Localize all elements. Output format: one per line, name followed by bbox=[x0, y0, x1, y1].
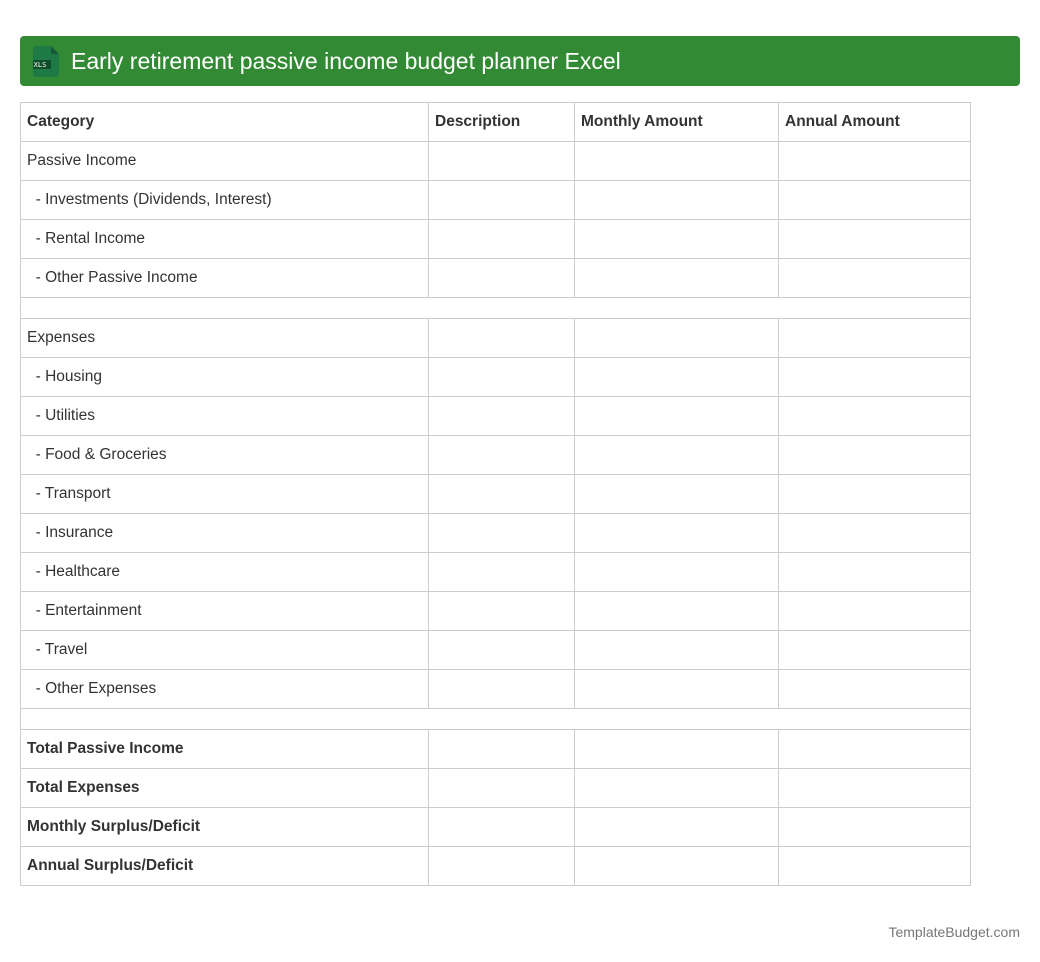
table-row bbox=[21, 259, 971, 298]
table-row bbox=[21, 553, 971, 592]
annual-amount-cell[interactable] bbox=[779, 592, 971, 631]
annual-amount-cell[interactable] bbox=[779, 808, 971, 847]
category-cell: - Rental Income bbox=[21, 220, 429, 259]
table-row bbox=[21, 730, 971, 769]
footer-brand: TemplateBudget.com bbox=[888, 924, 1020, 940]
description-cell[interactable] bbox=[429, 808, 575, 847]
table-row bbox=[21, 181, 971, 220]
page-title: Early retirement passive income budget planner Excel bbox=[71, 48, 621, 74]
monthly-amount-cell[interactable] bbox=[575, 181, 779, 220]
monthly-amount-cell[interactable] bbox=[575, 436, 779, 475]
table-row bbox=[21, 808, 971, 847]
monthly-amount-cell[interactable] bbox=[575, 592, 779, 631]
column-header-monthly-amount: Monthly Amount bbox=[575, 103, 779, 142]
description-cell[interactable] bbox=[429, 259, 575, 298]
description-cell[interactable] bbox=[429, 592, 575, 631]
monthly-amount-cell[interactable] bbox=[575, 259, 779, 298]
description-cell[interactable] bbox=[429, 358, 575, 397]
column-header-category: Category bbox=[21, 103, 429, 142]
annual-amount-cell[interactable] bbox=[779, 436, 971, 475]
description-cell[interactable] bbox=[429, 475, 575, 514]
table-row bbox=[21, 631, 971, 670]
table-row bbox=[21, 514, 971, 553]
annual-amount-cell[interactable] bbox=[779, 514, 971, 553]
description-cell[interactable] bbox=[429, 220, 575, 259]
table-row bbox=[21, 847, 971, 886]
monthly-amount-cell[interactable] bbox=[575, 730, 779, 769]
category-cell: - Travel bbox=[21, 631, 429, 670]
table-row bbox=[21, 592, 971, 631]
category-cell: Annual Surplus/Deficit bbox=[21, 847, 429, 886]
category-cell: Passive Income bbox=[21, 142, 429, 181]
annual-amount-cell[interactable] bbox=[779, 319, 971, 358]
annual-amount-cell[interactable] bbox=[779, 631, 971, 670]
table-row bbox=[21, 670, 971, 709]
description-cell[interactable] bbox=[429, 181, 575, 220]
budget-table bbox=[20, 102, 971, 886]
category-cell: Monthly Surplus/Deficit bbox=[21, 808, 429, 847]
category-cell: - Investments (Dividends, Interest) bbox=[21, 181, 429, 220]
annual-amount-cell[interactable] bbox=[779, 259, 971, 298]
xls-file-icon bbox=[33, 46, 59, 77]
category-cell: - Housing bbox=[21, 358, 429, 397]
table-row bbox=[21, 475, 971, 514]
category-cell: - Transport bbox=[21, 475, 429, 514]
monthly-amount-cell[interactable] bbox=[575, 670, 779, 709]
annual-amount-cell[interactable] bbox=[779, 358, 971, 397]
table-header-row bbox=[21, 103, 971, 142]
description-cell[interactable] bbox=[429, 397, 575, 436]
table-row bbox=[21, 397, 971, 436]
category-cell: - Utilities bbox=[21, 397, 429, 436]
annual-amount-cell[interactable] bbox=[779, 670, 971, 709]
description-cell[interactable] bbox=[429, 514, 575, 553]
category-cell: - Entertainment bbox=[21, 592, 429, 631]
monthly-amount-cell[interactable] bbox=[575, 631, 779, 670]
table-body bbox=[21, 142, 971, 886]
annual-amount-cell[interactable] bbox=[779, 847, 971, 886]
annual-amount-cell[interactable] bbox=[779, 730, 971, 769]
description-cell[interactable] bbox=[429, 769, 575, 808]
description-cell[interactable] bbox=[429, 142, 575, 181]
annual-amount-cell[interactable] bbox=[779, 769, 971, 808]
description-cell[interactable] bbox=[429, 670, 575, 709]
table-row bbox=[21, 769, 971, 808]
monthly-amount-cell[interactable] bbox=[575, 808, 779, 847]
category-cell: - Other Passive Income bbox=[21, 259, 429, 298]
column-header-annual-amount: Annual Amount bbox=[779, 103, 971, 142]
monthly-amount-cell[interactable] bbox=[575, 319, 779, 358]
category-cell: Total Expenses bbox=[21, 769, 429, 808]
description-cell[interactable] bbox=[429, 847, 575, 886]
monthly-amount-cell[interactable] bbox=[575, 142, 779, 181]
description-cell[interactable] bbox=[429, 730, 575, 769]
monthly-amount-cell[interactable] bbox=[575, 769, 779, 808]
description-cell[interactable] bbox=[429, 319, 575, 358]
category-cell: - Other Expenses bbox=[21, 670, 429, 709]
table-row bbox=[21, 436, 971, 475]
category-cell: Total Passive Income bbox=[21, 730, 429, 769]
separator-cell bbox=[21, 298, 971, 319]
table-row bbox=[21, 319, 971, 358]
category-cell: Expenses bbox=[21, 319, 429, 358]
category-cell: - Food & Groceries bbox=[21, 436, 429, 475]
svg-text:XLS: XLS bbox=[33, 61, 47, 69]
monthly-amount-cell[interactable] bbox=[575, 397, 779, 436]
annual-amount-cell[interactable] bbox=[779, 397, 971, 436]
separator-cell bbox=[21, 709, 971, 730]
annual-amount-cell[interactable] bbox=[779, 142, 971, 181]
annual-amount-cell[interactable] bbox=[779, 181, 971, 220]
table-row bbox=[21, 220, 971, 259]
separator-row bbox=[21, 298, 971, 319]
monthly-amount-cell[interactable] bbox=[575, 220, 779, 259]
monthly-amount-cell[interactable] bbox=[575, 358, 779, 397]
column-header-description: Description bbox=[429, 103, 575, 142]
description-cell[interactable] bbox=[429, 553, 575, 592]
description-cell[interactable] bbox=[429, 631, 575, 670]
title-bar bbox=[20, 36, 1020, 86]
category-cell: - Healthcare bbox=[21, 553, 429, 592]
table-row bbox=[21, 142, 971, 181]
monthly-amount-cell[interactable] bbox=[575, 847, 779, 886]
separator-row bbox=[21, 709, 971, 730]
monthly-amount-cell[interactable] bbox=[575, 514, 779, 553]
annual-amount-cell[interactable] bbox=[779, 475, 971, 514]
annual-amount-cell[interactable] bbox=[779, 553, 971, 592]
monthly-amount-cell[interactable] bbox=[575, 553, 779, 592]
monthly-amount-cell[interactable] bbox=[575, 475, 779, 514]
description-cell[interactable] bbox=[429, 436, 575, 475]
annual-amount-cell[interactable] bbox=[779, 220, 971, 259]
category-cell: - Insurance bbox=[21, 514, 429, 553]
table-row bbox=[21, 358, 971, 397]
